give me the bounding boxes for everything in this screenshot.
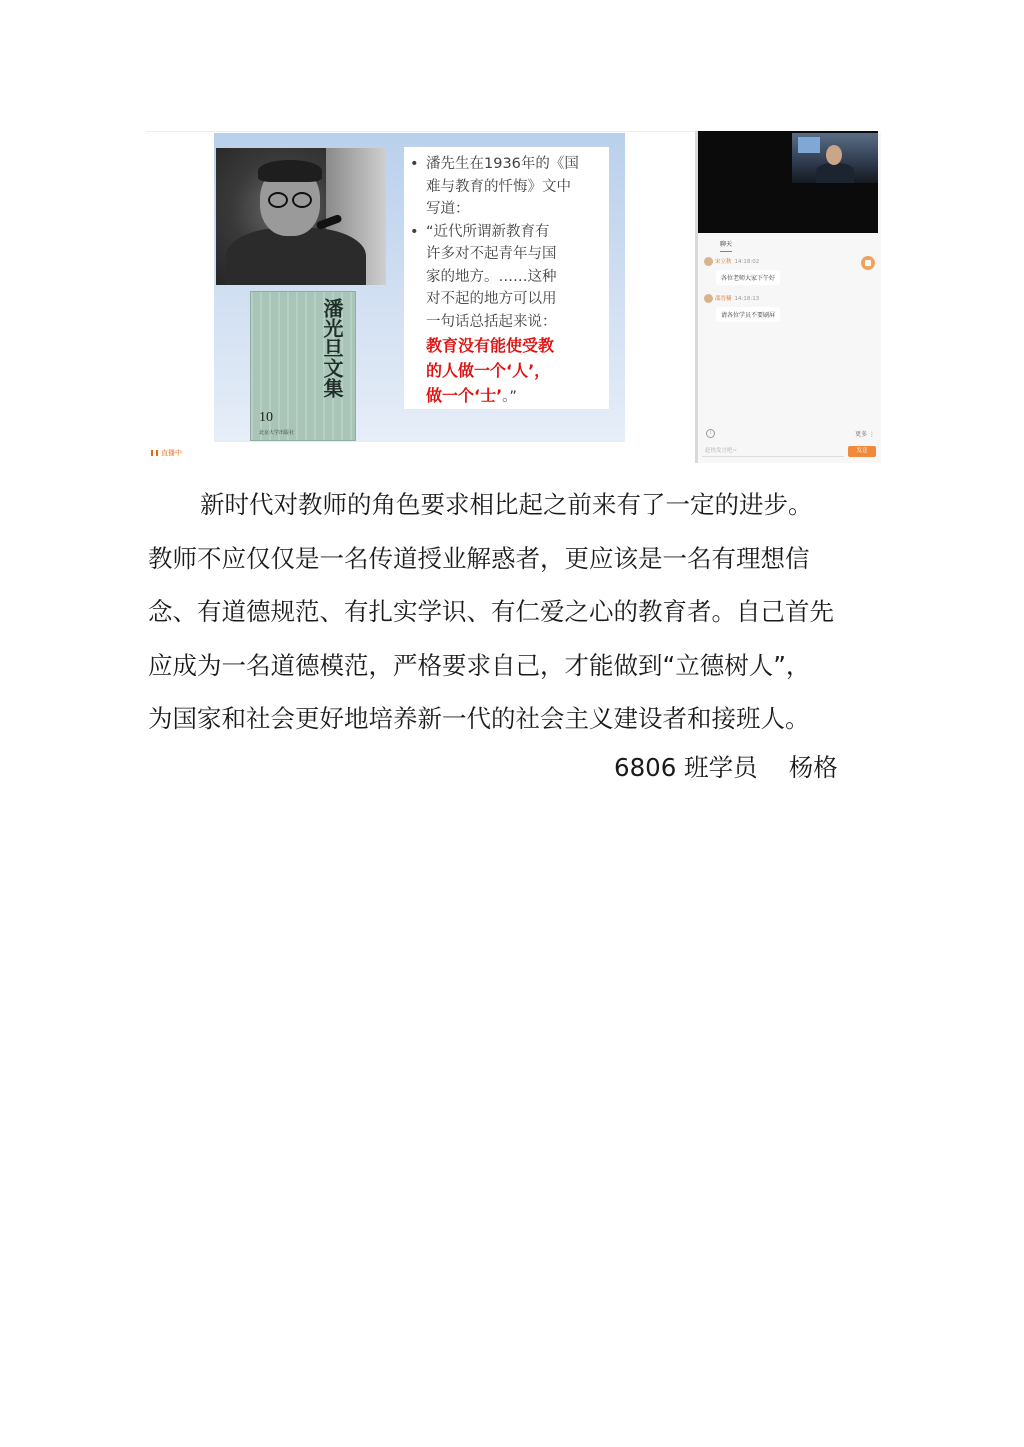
- avatar: [704, 294, 713, 303]
- slide-bullet-2: [410, 221, 603, 409]
- video-area[interactable]: [698, 131, 878, 233]
- paragraph-line: 新时代对教师的角色要求相比起之前来有了一定的进步。: [200, 490, 813, 519]
- slide-text-line: 对不起的地方可以用: [426, 291, 557, 307]
- live-label: 直播中: [161, 449, 182, 457]
- message-time: 14:18:02: [734, 259, 760, 265]
- slide-bullet-1: [410, 153, 603, 221]
- paragraph-line: 为国家和社会更好地培养新一代的社会主义建设者和接班人。: [148, 704, 810, 733]
- more-button[interactable]: 更多 ⋮: [855, 431, 875, 438]
- tab-chat[interactable]: 聊天: [720, 241, 733, 248]
- slide-quote-end: 。”: [502, 389, 517, 405]
- chat-message: [704, 257, 780, 285]
- embedded-screenshot: [146, 131, 878, 463]
- slide-text-box: [404, 147, 609, 409]
- message-author: 宋立秋: [715, 259, 732, 265]
- send-button[interactable]: 发送: [848, 446, 876, 457]
- presentation-slide: [214, 133, 625, 442]
- message-text: 请各位学员不要刷屏: [716, 307, 780, 322]
- chat-input[interactable]: 赶快发言吧~: [702, 446, 844, 457]
- book-cover-image: [250, 291, 356, 441]
- slide-text-line: • 潘先生在1936年的《国: [426, 156, 579, 172]
- paragraph-line: 念、有道德规范、有扎实学识、有仁爱之心的教育者。自己首先: [148, 597, 834, 626]
- paragraph-line: 应成为一名道德模范，严格要求自己，才能做到“立德树人”，: [148, 650, 811, 680]
- gift-icon[interactable]: [861, 256, 875, 270]
- webcam-thumbnail[interactable]: [792, 133, 878, 183]
- book-title: 潘光旦文集: [320, 298, 344, 398]
- slide-text-line: 一句话总括起来说：: [426, 313, 557, 330]
- portrait-photo: [216, 148, 386, 285]
- slide-highlight-line: 做一个‘士’: [426, 386, 503, 405]
- live-indicator: [151, 448, 182, 458]
- chat-message: [704, 294, 780, 322]
- slide-text-line: 写道：: [426, 201, 470, 217]
- info-icon[interactable]: i: [706, 429, 715, 438]
- book-volume: 10: [259, 410, 273, 425]
- body-paragraph: [148, 478, 884, 746]
- slide-text-line: 许多对不起青年与国: [426, 246, 557, 262]
- live-icon: [151, 450, 158, 456]
- slide-highlight-line: 的人做一个‘人’，: [426, 361, 551, 380]
- message-time: 14:18:13: [734, 296, 760, 302]
- chat-panel: [695, 131, 881, 463]
- book-publisher: 北京大学出版社: [259, 430, 295, 436]
- divider: [146, 131, 695, 132]
- slide-highlight-line: 教育没有能使受教: [426, 336, 555, 355]
- paragraph-line: 教师不应仅仅是一名传道授业解惑者，更应该是一名有理想信: [148, 543, 810, 573]
- chat-input-row: [702, 446, 876, 458]
- signature: 6806 班学员 杨格: [614, 753, 838, 782]
- avatar: [704, 257, 713, 266]
- slide-text-line: 家的地方。……这种: [426, 268, 557, 285]
- message-text: 各位老师大家下午好: [716, 270, 780, 285]
- slide-text-line: • “近代所谓新教育有: [426, 223, 550, 240]
- slide-text-line: 难与教育的忏悔》文中: [426, 178, 571, 195]
- message-author: 邵晋楠: [715, 296, 732, 302]
